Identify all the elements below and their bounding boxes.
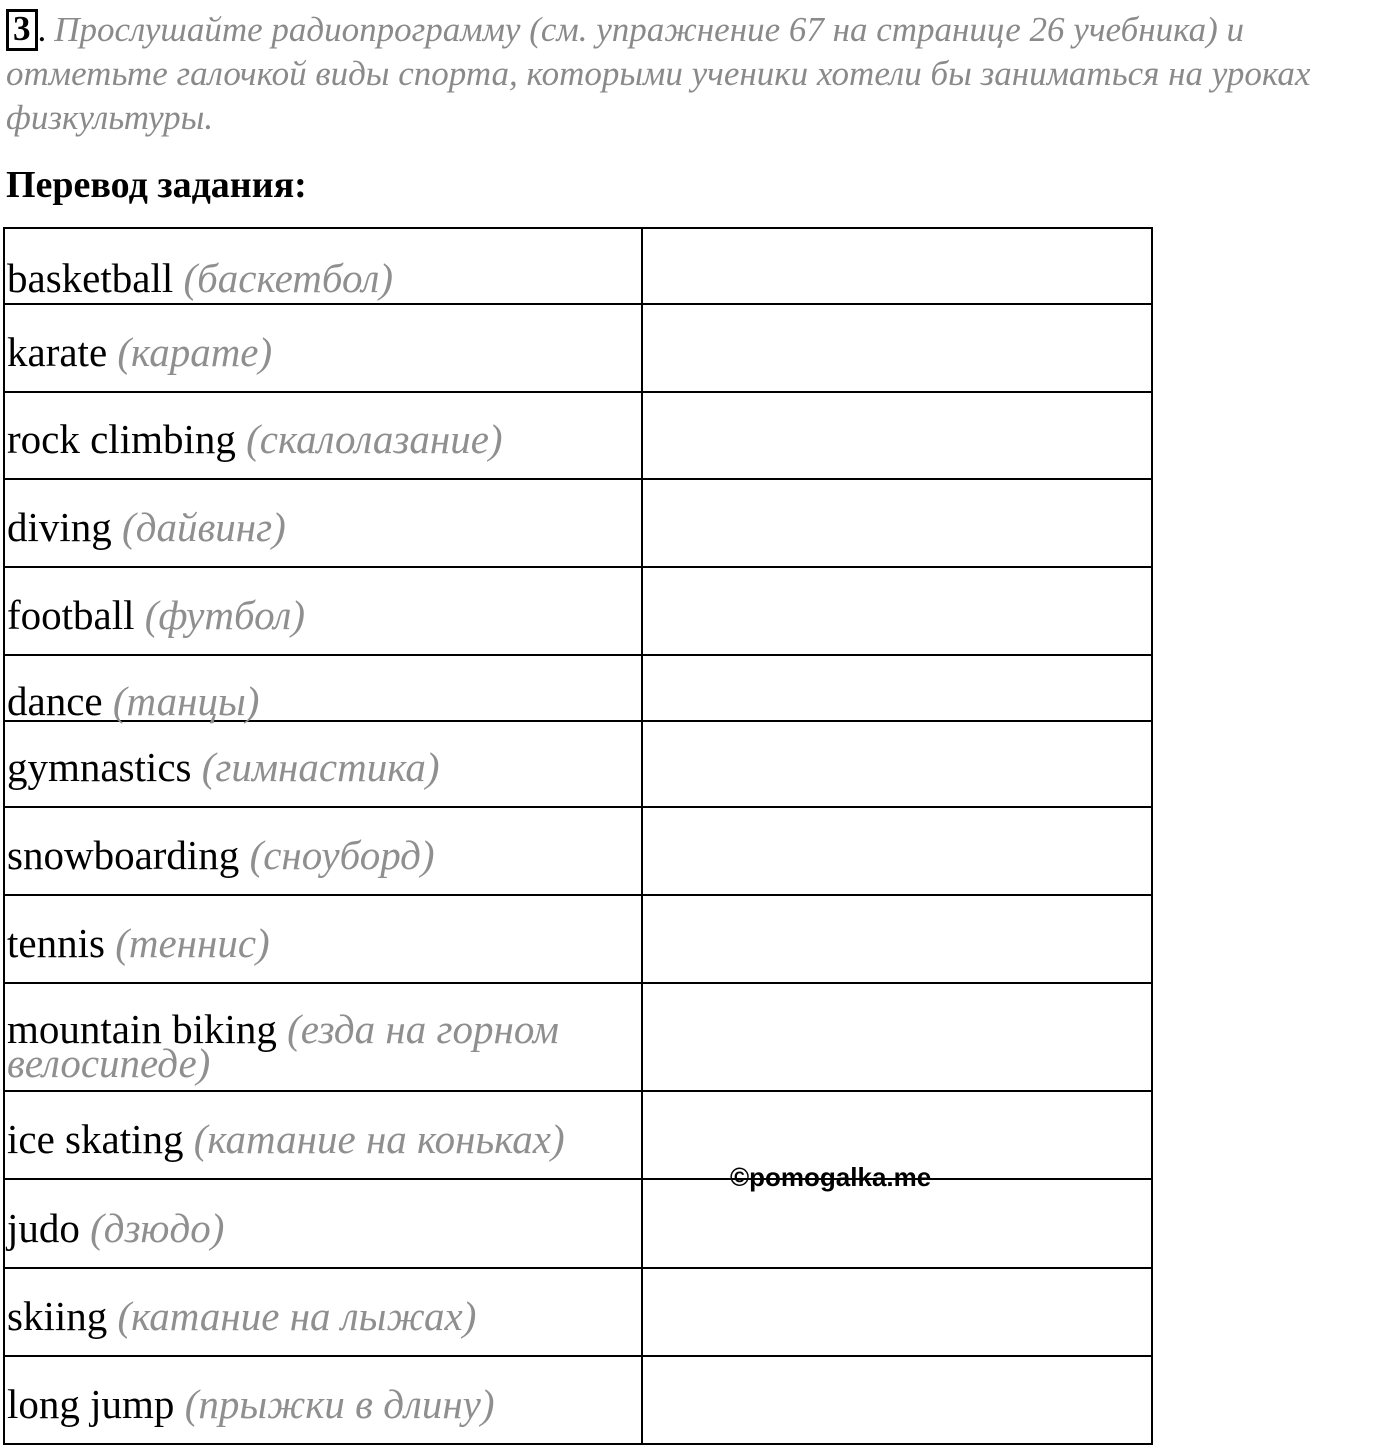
sport-name-ru: (езда на горном велосипеде) [7, 1006, 559, 1086]
table-row [4, 1356, 1152, 1444]
sport-name-ru: (катание на коньках) [193, 1116, 565, 1162]
sport-name-cell [4, 228, 642, 304]
sport-name-en: gymnastics [7, 744, 192, 790]
sport-name-en: mountain biking [7, 1006, 277, 1052]
task-instruction [6, 8, 1398, 140]
sport-name-en: dance [7, 678, 103, 724]
sport-name-ru: (скалолазание) [246, 416, 503, 462]
sport-name-en: snowboarding [7, 832, 240, 878]
sport-name-en: diving [7, 504, 112, 550]
table-row [4, 895, 1152, 983]
sport-name-ru: (карате) [117, 329, 273, 375]
checkmark-cell[interactable] [642, 479, 1152, 567]
sport-name-ru: (баскетбол) [183, 255, 393, 301]
checkmark-cell[interactable] [642, 807, 1152, 895]
sport-name-cell [4, 1356, 642, 1444]
sport-name-cell [4, 983, 642, 1091]
checkmark-cell[interactable] [642, 392, 1152, 479]
sport-name-en: basketball [7, 255, 174, 301]
sport-name-cell [4, 655, 642, 724]
sport-name-cell [4, 392, 642, 479]
task-number: 3 [6, 9, 38, 51]
sport-name-en: judo [7, 1205, 80, 1251]
checkmark-cell[interactable] [642, 655, 1152, 721]
checkmark-cell[interactable] [642, 1356, 1152, 1444]
table-row [4, 1091, 1152, 1179]
task-number-dot: . [37, 10, 47, 49]
sport-name-cell [4, 567, 642, 655]
translation-heading: Перевод задания: [6, 164, 307, 206]
sport-name-cell [4, 1268, 642, 1356]
sport-name-ru: (дзюдо) [90, 1205, 225, 1251]
watermark: ©pomogalka.me [730, 1162, 932, 1192]
checkmark-cell[interactable] [642, 304, 1152, 392]
table-row [4, 807, 1152, 895]
sport-name-cell [4, 895, 642, 983]
table-row [4, 392, 1152, 479]
sport-name-ru: (дайвинг) [122, 504, 286, 550]
sport-name-ru: (танцы) [112, 678, 260, 724]
sport-name-cell [4, 807, 642, 895]
sport-name-en: karate [7, 329, 108, 375]
table-row [4, 721, 1152, 807]
sports-table [3, 227, 1153, 1445]
sport-name-en: tennis [7, 920, 105, 966]
sport-name-ru: (прыжки в длину) [184, 1381, 495, 1427]
table-row [4, 983, 1152, 1091]
sport-name-cell [4, 1179, 642, 1268]
sport-name-en: long jump [7, 1381, 175, 1427]
checkmark-cell[interactable] [642, 895, 1152, 983]
table-row [4, 1268, 1152, 1356]
checkmark-cell[interactable] [642, 228, 1152, 304]
sport-name-en: skiing [7, 1293, 108, 1339]
table-row [4, 479, 1152, 567]
sport-name-ru: (теннис) [115, 920, 270, 966]
sport-name-en: ice skating [7, 1116, 184, 1162]
sport-name-ru: (катание на лыжах) [117, 1293, 477, 1339]
sport-name-en: rock climbing [7, 416, 236, 462]
sport-name-cell [4, 479, 642, 567]
checkmark-cell[interactable] [642, 1268, 1152, 1356]
sport-name-cell [4, 1091, 642, 1179]
sport-name-cell [4, 304, 642, 392]
sport-name-cell [4, 721, 642, 807]
sport-name-ru: (гимнастика) [201, 744, 440, 790]
table-row [4, 567, 1152, 655]
table-row [4, 1179, 1152, 1268]
table-row [4, 655, 1152, 721]
checkmark-cell[interactable] [642, 721, 1152, 807]
sport-name-en: football [7, 592, 135, 638]
table-row [4, 228, 1152, 304]
checkmark-cell[interactable] [642, 983, 1152, 1091]
sport-name-ru: (сноуборд) [249, 832, 435, 878]
checkmark-cell[interactable] [642, 567, 1152, 655]
task-text: Прослушайте радиопрограмму (см. упражнение 67 на странице 26 учебника) и отметьте галочкой виды спорта, которыми ученики хотели бы заниматься на уроках физкультуры. [6, 10, 1311, 137]
table-row [4, 304, 1152, 392]
sport-name-ru: (футбол) [144, 592, 306, 638]
